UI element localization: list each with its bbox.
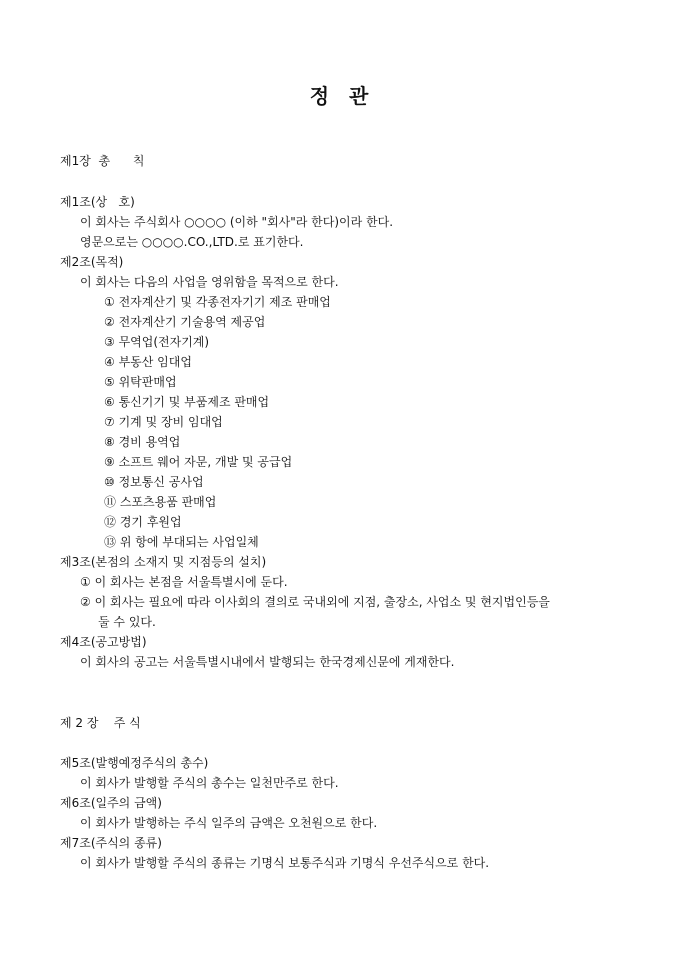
- article-2-item: ⑥ 통신기기 및 부품제조 판매업: [104, 395, 270, 409]
- article-2-item: ② 전자계산기 기술용역 제공업: [104, 315, 266, 329]
- chapter-1-heading: 제1장 총 칙: [60, 154, 145, 168]
- article-7-line-1: 이 회사가 발행할 주식의 종류는 기명식 보통주식과 기명식 우선주식으로 한다.: [80, 856, 490, 870]
- article-2-item: ⑩ 정보통신 공사업: [104, 475, 204, 489]
- article-2-item: ⑧ 경비 용역업: [104, 435, 181, 449]
- article-3-clause-2: ② 이 회사는 필요에 따라 이사회의 결의로 국내외에 지점, 출장소, 사업소 및 현지법인등을: [80, 595, 550, 609]
- article-2-item: ④ 부동산 임대업: [104, 355, 192, 369]
- document-title: 정 관: [309, 84, 371, 108]
- article-5-heading: 제5조(발행예정주식의 총수): [60, 756, 209, 770]
- article-2-item: ⑦ 기계 및 장비 임대업: [104, 415, 223, 429]
- article-7-heading: 제7조(주식의 종류): [60, 836, 162, 850]
- chapter-2-heading: 제 2 장 주 식: [60, 716, 141, 730]
- article-3-clause-2-continued: 둘 수 있다.: [98, 615, 156, 629]
- article-4-heading: 제4조(공고방법): [60, 635, 147, 649]
- article-2-item: ⑪ 스포츠용품 판매업: [104, 495, 217, 509]
- article-6-heading: 제6조(일주의 금액): [60, 796, 162, 810]
- article-2-item: ⑤ 위탁판매업: [104, 375, 177, 389]
- article-2-item: ⑫ 경기 후원업: [104, 515, 182, 529]
- article-2-item: ⑬ 위 항에 부대되는 사업일체: [104, 535, 259, 549]
- article-2-item: ① 전자계산기 및 각종전자기기 제조 판매업: [104, 295, 331, 309]
- article-6-line-1: 이 회사가 발행하는 주식 일주의 금액은 오천원으로 한다.: [80, 816, 378, 830]
- article-3-heading: 제3조(본점의 소재지 및 지점등의 설치): [60, 555, 267, 569]
- article-2-intro: 이 회사는 다음의 사업을 영위함을 목적으로 한다.: [80, 275, 339, 289]
- article-2-item: ③ 무역업(전자기계): [104, 335, 210, 349]
- article-1-line-1: 이 회사는 주식회사 ○○○○ (이하 "회사"라 한다)이라 한다.: [80, 215, 394, 229]
- article-4-line-1: 이 회사의 공고는 서울특별시내에서 발행되는 한국경제신문에 게재한다.: [80, 655, 455, 669]
- article-5-line-1: 이 회사가 발행할 주식의 총수는 일천만주로 한다.: [80, 776, 339, 790]
- article-2-heading: 제2조(목적): [60, 255, 124, 269]
- article-3-clause-1: ① 이 회사는 본점을 서울특별시에 둔다.: [80, 575, 288, 589]
- article-2-item: ⑨ 소프트 웨어 자문, 개발 및 공급업: [104, 455, 293, 469]
- article-1-line-2: 영문으로는 ○○○○.CO.,LTD.로 표기한다.: [80, 235, 304, 249]
- article-1-heading: 제1조(상 호): [60, 195, 135, 209]
